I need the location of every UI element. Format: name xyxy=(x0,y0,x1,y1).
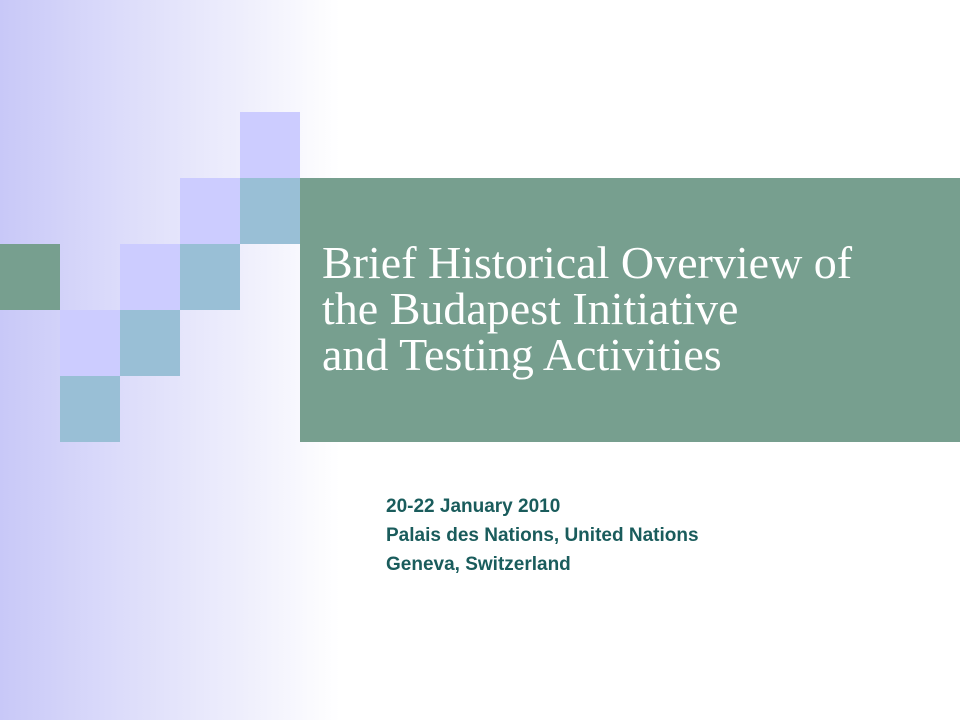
title-line: Brief Historical Overview of xyxy=(322,237,853,288)
decor-square-lavender xyxy=(60,310,120,376)
decor-square-lavender xyxy=(180,178,240,244)
slide-title xyxy=(322,237,952,380)
decor-square-blue xyxy=(180,244,240,310)
event-venue: Palais des Nations, United Nations xyxy=(386,525,699,546)
event-dates: 20-22 January 2010 xyxy=(386,496,561,517)
title-line: and Testing Activities xyxy=(322,329,722,380)
decor-square-teal xyxy=(0,244,60,310)
event-location: Geneva, Switzerland xyxy=(386,554,571,575)
decor-square-lavender xyxy=(240,112,300,178)
decor-square-blue xyxy=(60,376,120,442)
decor-square-lavender xyxy=(120,244,180,310)
slide-subtitle xyxy=(386,492,946,579)
decor-square-blue xyxy=(120,310,180,376)
title-line: the Budapest Initiative xyxy=(322,283,739,334)
decor-square-blue xyxy=(240,178,300,244)
